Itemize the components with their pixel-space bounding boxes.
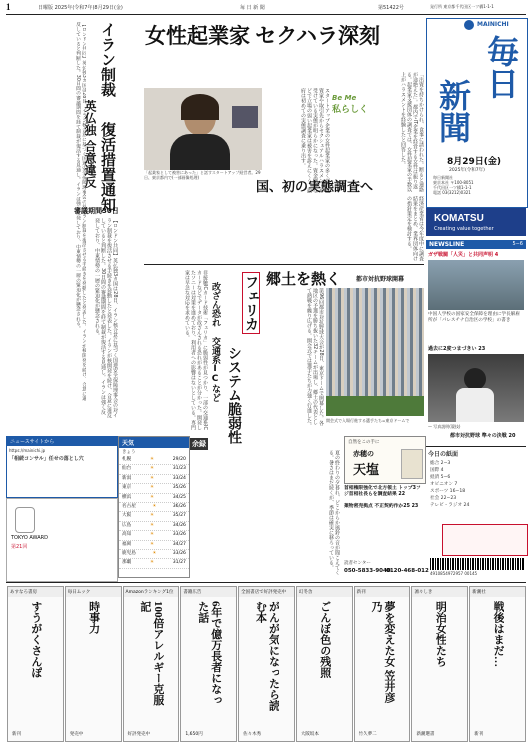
player-figure: [464, 368, 486, 390]
weather-row: [119, 484, 189, 493]
main-headline: 女性起業家 セクハラ深刻: [145, 24, 380, 48]
weather-city: 那覇: [122, 560, 132, 566]
weather-row: [119, 531, 189, 540]
book-ad-title: 凛々しき: [412, 587, 467, 597]
komatsu-ad[interactable]: [426, 208, 526, 236]
index-item[interactable]: 社会 22−23: [430, 496, 457, 501]
book-ad-sub: 新刊: [474, 732, 484, 737]
news-site-box[interactable]: [6, 436, 118, 498]
baseball-photo-caption: 開会式で入場行進する選手たち=東京ドームで: [326, 418, 410, 423]
book-ad-headline: すうがくさんぽ: [29, 601, 42, 678]
weather-row: [119, 494, 189, 503]
book-ad-sub: 大阪坂本: [300, 732, 319, 737]
weather-city: 大阪: [122, 513, 132, 519]
book-ad[interactable]: [123, 586, 180, 742]
komatsu-logo: KOMATSU: [434, 213, 484, 224]
book-ad[interactable]: [7, 586, 64, 742]
be-me-sub: 私らしく: [332, 105, 369, 115]
subject-hair: [181, 94, 219, 120]
be-me-logo: [332, 94, 380, 130]
left-lead-kicker: イラン制裁: [99, 22, 117, 97]
issue-number: 第51422号: [378, 5, 404, 11]
book-ad-sub: 1,650円: [185, 732, 203, 737]
weather-city: 福岡: [122, 541, 132, 547]
main-photo-caption: 「起業家として被害にあった」と話すスタートアップ経営者。29日、東京都内で(一部画像処理): [144, 170, 261, 180]
screen-in-photo: [232, 106, 258, 128]
left-lead-sub: 審議期間30日: [74, 207, 119, 215]
weather-temp: 31/27: [172, 560, 186, 566]
be-me-text: Be Me: [332, 94, 357, 102]
book-ad-headline: 戦後はまだ…: [492, 601, 505, 667]
tokyo-award-ad[interactable]: [6, 498, 118, 582]
page-number: 1: [6, 2, 11, 12]
felica-headline-2: システム脆弱性: [226, 346, 242, 444]
weather-row: [119, 541, 189, 550]
book-ad-title: 毎日ムック: [66, 587, 121, 597]
yoroku-body: 夏の終わりの夕暮れ、どこからか風鈴の音が聞こえてくる。暑さはまだ続くが、季節は確実に移ろっている。: [328, 450, 340, 575]
main-body-2: 「出資を持ちかけられ、食事に誘われた。断ると連絡が途絶えた」。都内でIT企業を経営する女性は振り返る。起業家支援団体の調査では、女性起業家の半数以上がハラスメントを経験したと回答した。: [400, 72, 424, 192]
book-ad-sub: 佐々木秀: [243, 732, 262, 737]
book-ad-headline: ごんぼ色の残照: [318, 601, 331, 678]
weather-title: 天気: [119, 437, 189, 448]
weather-box: [118, 436, 190, 578]
award-emblem: [15, 507, 35, 533]
newsline-caption: 中国人学校の国家安全保障を理由に学長解雇所が「パレスチナ自治区の学校」の書き: [428, 312, 520, 323]
weather-city: 横浜: [122, 494, 132, 500]
book-ad[interactable]: [296, 586, 353, 742]
weather-temp: 29/20: [172, 457, 186, 462]
masthead-english: MAINICHI: [477, 21, 509, 28]
sun-icon: ☀: [149, 494, 155, 500]
newsline-pages: 5−6: [512, 241, 523, 247]
weather-temp: 34/27: [172, 541, 186, 547]
masthead-title-1: 毎日: [483, 35, 519, 99]
book-ad-headline: 夢を変えた女 笠井彦乃: [370, 601, 396, 703]
sun-icon: ☀: [149, 522, 155, 528]
salt-ad[interactable]: [344, 436, 426, 484]
player-body: [456, 388, 494, 422]
felica-body: 非接触ICカード技術「フェリカ」に脆弱性が見つかり、一部の交通系ICカードなどでデータが改ざんされる恐れがあることが分かった。開発したソニーは対策を進めており、利用者への影響はないとしている。専門家は早急な対応を求めている。: [184, 270, 208, 430]
baseball-sub: 都市対抗野球開幕: [356, 276, 405, 283]
left-lead-body: 【ロンドン共同】英仏独3カ国は28日、イラン核合意に基づく国連安全保障理事会の対イラン制裁を復活させる手続きを発動したと発表した。イランが核開発を続け、合意に違反していると判断した。30日間の審議期間を経て制裁が復活する見通し。イランは強く反発しており、中東情勢の一層の緊迫化が懸念される。: [75, 22, 86, 401]
weather-temp: 33/26: [172, 551, 186, 557]
index-title: 今日の紙面: [428, 451, 459, 458]
publisher-line: 東京本社 〒100-8051: [433, 180, 474, 185]
salt-tagline: 自然をこの手に: [348, 440, 380, 445]
main-rule: [144, 264, 424, 265]
newsline-headline[interactable]: ガザ戦闘「人災」と共同声明 4: [428, 252, 499, 258]
newsline-item[interactable]: 過去に2度つまづきい 23: [428, 346, 486, 352]
sun-icon: ☀: [149, 532, 155, 538]
book-ad-title: 書籍広告: [181, 587, 236, 597]
book-ad-headline: 100倍アレルギー克服記: [138, 601, 164, 706]
publisher-line: 千代田区一ツ橋1-1-1: [433, 185, 472, 190]
phone-1: 050-5833-9040: [344, 568, 391, 574]
news-site-text[interactable]: 「相続コンサル」任せの落とし穴: [9, 456, 84, 462]
main-photo: [144, 88, 262, 170]
header-rule: [6, 14, 526, 15]
phone-2: 0120-468-012: [386, 568, 429, 574]
book-ad-title: あすなろ書房: [8, 587, 63, 597]
main-subheadline: 国、初の実態調査へ: [256, 179, 374, 194]
weather-temp: 33/24: [172, 475, 186, 481]
book-ad-sub: 新刊: [12, 732, 21, 737]
felica-headline-1: フェリカ: [242, 272, 260, 334]
weather-temp: 34/25: [172, 494, 186, 500]
book-ad[interactable]: [411, 586, 468, 742]
ad-band-rule: [6, 582, 526, 583]
index-item[interactable]: 総合 2−3: [430, 461, 451, 466]
masthead: [426, 18, 528, 208]
book-ad-headline: がんが気になったら読む本: [254, 601, 280, 711]
salt-brand-2: 天塩: [353, 462, 380, 477]
sun-icon: ☀: [149, 475, 155, 481]
index-item[interactable]: オピニオン 7: [430, 482, 458, 487]
weather-temp: 35/26: [172, 485, 186, 491]
weather-row: [119, 512, 189, 521]
book-ad-headline: 6年で億万長者になった話: [196, 601, 222, 706]
masthead-date-sub: 2025年(令和7年): [449, 168, 485, 173]
award-text: TOKYO AWARD: [11, 535, 48, 541]
sun-icon: ☀: [149, 485, 155, 491]
weather-city: 新潟: [122, 475, 132, 481]
left-lead-headline-1: 英仏独: [83, 100, 97, 136]
weather-temp: 36/26: [172, 504, 186, 510]
weather-row: [119, 550, 189, 559]
book-ad-sub: 竹久夢二: [358, 732, 377, 737]
weather-row: [119, 503, 189, 512]
masthead-emblem: [464, 20, 474, 30]
weather-row: [119, 559, 189, 568]
weather-city: 札幌: [122, 457, 132, 462]
index-item[interactable]: 経済 5−6: [430, 475, 451, 480]
main-body-1: スタートアップ企業の女性起業家の多くが、投資家や取引先からセクシュアルハラスメントを受けている実態が明らかになった。資金調達などで立場の弱い起業家は被害を訴えにくく、政府は初めての実態調査に乗り出す。: [300, 88, 330, 193]
weather-city: 東京: [122, 485, 132, 491]
yoroku-title: 余録: [192, 440, 206, 448]
weather-row: [119, 522, 189, 531]
komatsu-slogan: Creating value together: [434, 226, 494, 232]
book-ad-title: 全国書店で好評発売中: [239, 587, 294, 597]
weather-city: 仙台: [122, 466, 132, 472]
salt-brand-1: 赤穂の: [353, 450, 374, 458]
left-lead-headline-3: 復活措置通知: [99, 122, 117, 212]
sun-icon: ☀: [149, 560, 155, 566]
question-box: [442, 524, 528, 556]
book-ad[interactable]: [180, 586, 237, 742]
index-item[interactable]: スポーツ 16−18: [430, 489, 466, 494]
left-lead-headline-2: 合意違反: [83, 140, 97, 188]
weather-temp: 34/26: [172, 522, 186, 528]
weather-row: [119, 475, 189, 484]
sun-icon: ☀: [152, 504, 157, 510]
index-item[interactable]: 国際 4: [430, 468, 444, 473]
paper-name-small: 毎 日 新 聞: [240, 5, 265, 11]
stadium-field: [326, 396, 424, 416]
news-site-url[interactable]: https://mainichi.jp: [9, 448, 46, 453]
weather-subtitle: きょう: [122, 450, 136, 455]
book-ad[interactable]: [238, 586, 295, 742]
sun-icon: ☀: [149, 513, 155, 519]
reader-center: 読者センター: [344, 561, 371, 566]
book-ad-title: 新潮社: [470, 587, 525, 597]
book-ad[interactable]: [354, 586, 411, 742]
book-ad-sub: 新潮選書: [416, 732, 435, 737]
edition-info: 日曜版 2025年(令和7年)8月29日(金): [38, 5, 123, 11]
baseball-headline: 郷土を熱く: [266, 270, 342, 288]
weather-row: [119, 456, 189, 465]
salt-package: [401, 449, 423, 479]
newsline-item-2[interactable]: 都市対抗野球 準々の決戦 20: [450, 433, 516, 439]
weather-row: [119, 465, 189, 474]
baseball-photo: [326, 288, 424, 416]
award-sub: 第21回: [11, 544, 28, 550]
main-body-3: 経済産業省は今年度中に調査結果をまとめ、業界団体向けの指針策定を検討する。: [406, 196, 424, 261]
index-highlight[interactable]: 首相権限強化で北方領土 トップ3フジ首相社長らを調査結果 22: [344, 486, 421, 497]
weather-table: [119, 456, 189, 569]
newsline-caption-2: — 写真説明(競技): [428, 424, 461, 429]
news-site-title: ニュースサイトから: [7, 437, 117, 446]
masthead-date: 8月29日(金): [447, 157, 502, 167]
publisher-note: 発行所 東京都千代田区一ツ橋1-1-1: [430, 4, 494, 9]
newsline-bar: [426, 240, 526, 249]
weather-temp: 33/26: [172, 532, 186, 538]
book-ad-sub: 好評発売中: [127, 732, 151, 737]
weather-city: 鹿児島: [122, 551, 136, 557]
weather-city: 高知: [122, 532, 132, 538]
newsline-label: NEWSLINE: [429, 241, 465, 248]
sun-icon: ☀: [149, 466, 155, 472]
barcode-number: 4910854972957 00145: [430, 571, 478, 576]
book-ad[interactable]: [469, 586, 526, 742]
sun-icon: ☀: [152, 551, 157, 557]
index-highlight-2[interactable]: 薬物密売拠点 不正契約作か25 23: [344, 504, 419, 509]
left-lead-body-2: 【ロンドン共同】英仏独3カ国は28日、イラン核合意に基づく国連安全保障理事会の対イラン制裁を復活させる手続きを発動したと発表した。イランが核開発を続け、合意に違反していると判断した。30日間の審議期間を経て制裁が復活する見通し。イランは強く反発しており、中東情勢の一層の緊迫化が懸念される。: [94, 218, 118, 418]
book-ad[interactable]: [65, 586, 122, 742]
book-ad-headline: 時事力: [87, 601, 100, 634]
weather-city: 広島: [122, 522, 132, 528]
baseball-body: 第96回都市対抗野球大会が28日、東京ドームで開幕した。各地区の予選を勝ち抜いた32チームが出場し、郷土の代表として熱戦を繰り広げる。開会式では選手たちが力強く行進した。: [306, 288, 324, 428]
weather-temp: 31/23: [172, 466, 186, 472]
weather-city: 名古屋: [122, 504, 136, 510]
newsline-photo: [428, 260, 524, 310]
newsline-photo-2: [428, 354, 524, 422]
book-ad-title: Amazonランキング1位: [124, 587, 179, 597]
felica-sub: 改ざん恐れ 交通系ICなど: [210, 282, 220, 402]
barcode: [430, 558, 524, 570]
masthead-title-2: 新聞: [435, 79, 471, 143]
weather-temp: 35/27: [172, 513, 186, 519]
book-ad-sub: 発売中: [69, 732, 84, 737]
index-item[interactable]: テレビ・ラジオ 24: [430, 503, 470, 508]
sun-icon: ☀: [149, 541, 155, 547]
sun-icon: ☀: [149, 457, 155, 462]
book-ad-title: 新刊: [355, 587, 410, 597]
book-ad-title: 幻冬舎: [297, 587, 352, 597]
publisher-line: 電話 03(3212)0321: [433, 190, 471, 195]
subject-body: [170, 134, 230, 170]
book-ad-headline: 明治女性たち: [434, 601, 447, 667]
publisher-line: 毎日新聞社: [433, 175, 453, 180]
